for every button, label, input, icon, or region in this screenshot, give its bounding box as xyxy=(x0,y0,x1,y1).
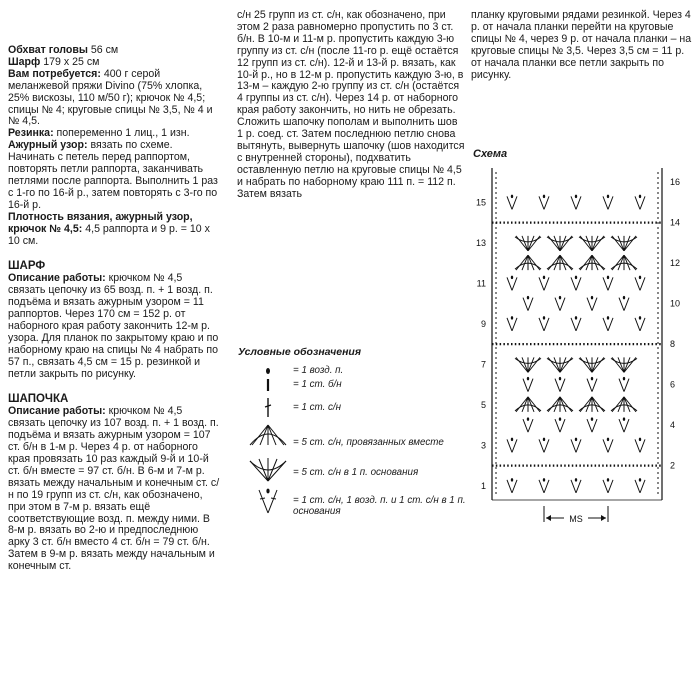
cluster-mark xyxy=(528,255,534,270)
v-stitch-mark xyxy=(640,318,645,331)
shell-mark xyxy=(618,236,624,251)
v-stitch-mark xyxy=(555,298,560,311)
scarf-heading: ШАРФ xyxy=(8,260,46,273)
cluster-mark xyxy=(624,397,630,412)
v-stitch-mark xyxy=(640,480,645,493)
v-stitch-mark xyxy=(635,439,640,452)
cluster-mark xyxy=(624,255,636,270)
measurement-value: 179 х 25 см xyxy=(43,55,100,68)
v-stitch-mark xyxy=(576,196,581,209)
legend-text: = 5 ст. с/н в 1 п. основания xyxy=(293,466,419,478)
cluster-mark xyxy=(554,397,560,412)
cluster-mark xyxy=(612,397,624,412)
row-number-left: 1 xyxy=(480,480,486,491)
chain-mark xyxy=(639,438,641,442)
lace-pattern xyxy=(8,140,220,211)
v-stitch-mark xyxy=(555,419,560,432)
hat-heading: ШАПОЧКА xyxy=(8,393,69,406)
cluster-mark xyxy=(560,255,566,270)
chain-mark xyxy=(511,438,513,442)
double-crochet-icon xyxy=(238,397,298,421)
cluster-mark xyxy=(528,397,540,412)
v-stitch-mark xyxy=(603,196,608,209)
cluster-mark xyxy=(618,255,624,270)
row-number-left: 11 xyxy=(476,278,486,289)
shell-mark xyxy=(580,357,592,372)
hat-desc-text: крючком № 4,5 связать цепочку из 107 возд. п. + 1 возд. п. подъёма и вязать ажурным узором = 107 ст. б/н в 1-м р. Через 4 р. от наборного края провязать 10 раз каждый 9-й и 10-й ст. б/н вместе = 97 ст. б/н. В 6-м и 7-м р. вязать между начальным и конечным ст. с/н по 19 групп из ст. с/н, как обозначено, при этом в 7-м р. вязать ещё соответствующие возд. п. между ними. В 8-м р. вязать во 2-ю и предпоследнюю арку 3 ст. б/н вместо 4 ст. б/н = 79 ст. б/н. Затем в 9-м р. вязать между начальным и конечным ст. xyxy=(8,405,220,573)
chain-mark xyxy=(543,316,545,320)
shell-mark xyxy=(612,236,624,251)
cluster-mark xyxy=(612,255,624,270)
legend-item-shell xyxy=(238,455,470,485)
v-stitch-mark xyxy=(544,480,549,493)
shell-mark xyxy=(516,357,528,372)
repeat-label: MS xyxy=(569,514,583,524)
v-stitch-mark xyxy=(635,318,640,331)
v-stitch-mark xyxy=(571,439,576,452)
row-number-right: 10 xyxy=(670,298,681,309)
v-stitch-mark xyxy=(539,196,544,209)
diagram-title: Схема xyxy=(473,148,508,160)
v-stitch-mark xyxy=(603,480,608,493)
gauge-label: Плотность вязания, ажурный узор, крючок № 4,5: xyxy=(8,210,193,235)
row-number-left: 15 xyxy=(475,197,486,208)
chain-mark xyxy=(527,377,529,381)
materials-text: 400 г серой меланжевой пряжи Divino (75% хлопка, 25% вискозы, 110 м/50 г); крючок № 4,5; спицы № 4; круговые спицы № 3,5, № 4 и № 4,5. xyxy=(8,67,213,128)
cluster-mark xyxy=(560,255,572,270)
shell-mark xyxy=(522,357,528,372)
v-stitch-mark xyxy=(507,480,512,493)
cluster-mark xyxy=(592,397,604,412)
chain-mark xyxy=(623,417,625,421)
v-stitch-mark xyxy=(608,480,613,493)
shell-mark xyxy=(528,236,540,251)
cluster-mark xyxy=(580,255,592,270)
v-stitch-mark xyxy=(619,419,624,432)
shell-mark xyxy=(548,357,560,372)
row-number-left: 5 xyxy=(480,399,486,410)
hat-description-continued: с/н 25 групп из ст. с/н, как обозначено, при этом 2 раза равномерно пропустить по 3 ст. б/н. В 10-м и 11-м р. пропустить каждую 3-ю группу из ст. с/н (после 11-го р. ещё остаётся 12 групп из ст. с/н). 12-й и 13-й р. вязать, как 10-й р., но в 12-м р. пропустить каждую 3-ю, в 13-м – каждую 2-ю группу из ст. с/н (остаётся 4 группы из ст. с/н). Через 14 р. от наборного края работу закончить, но нить не обрезать. Сложить шапочку пополам и выполнить шов 1 р. соед. ст. Затем последнюю петлю снова вытянуть, вывернуть шапочку (шов находится с внутренней стороны), подхватить оставленную петлю на круговые спицы № 4,5 и набрать по наборному краю 111 п. = 112 п. Затем вязать xyxy=(237,9,465,200)
chain-mark xyxy=(639,316,641,320)
cluster-mark xyxy=(522,255,528,270)
v-stitch-mark xyxy=(571,196,576,209)
cluster-mark xyxy=(592,255,604,270)
v-stitch-mark xyxy=(640,196,645,209)
shell-mark xyxy=(554,236,560,251)
hat-desc-label: Описание работы: xyxy=(8,405,106,418)
shell-mark xyxy=(528,357,534,372)
text-column-2 xyxy=(237,10,465,201)
row-number-right: 4 xyxy=(670,420,676,431)
v-stitch-mark xyxy=(608,439,613,452)
v-stitch-mark xyxy=(603,277,608,290)
v-stitch-mark xyxy=(576,480,581,493)
lace-text: вязать по схеме. Начинать с петель перед раппортом, повторять петли раппорта, заканчивать петлями после раппорта. Выполнить 1 раз с 1-го по 16-й р., затем повторять с 3-го по 16-й р. xyxy=(8,139,218,211)
shell-mark xyxy=(580,236,592,251)
chain-mark xyxy=(559,377,561,381)
v-stitch-mark xyxy=(507,439,512,452)
chain-mark xyxy=(511,195,513,199)
chain-mark xyxy=(607,195,609,199)
rib-label: Резинка: xyxy=(8,127,54,140)
cluster-mark xyxy=(516,255,528,270)
row-number-right: 12 xyxy=(670,258,681,269)
chain-mark xyxy=(575,478,577,482)
cluster-mark xyxy=(618,397,624,412)
cluster-mark xyxy=(624,255,630,270)
shell-mark xyxy=(548,236,560,251)
repeat-arrow-head xyxy=(601,515,606,521)
v-stitch-mark xyxy=(544,318,549,331)
v-stitch-mark xyxy=(544,196,549,209)
chain-mark xyxy=(607,438,609,442)
v-stitch-mark xyxy=(507,318,512,331)
row-number-left: 3 xyxy=(480,440,486,451)
v-stitch-mark xyxy=(603,318,608,331)
v-stitch-mark xyxy=(560,298,565,311)
v-stitch-mark xyxy=(528,298,533,311)
v-stitch-mark xyxy=(539,439,544,452)
shell-mark xyxy=(592,357,604,372)
v-stitch-mark xyxy=(544,277,549,290)
v-stitch-mark xyxy=(635,480,640,493)
cluster-mark xyxy=(554,255,560,270)
v-stitch-mark xyxy=(512,439,517,452)
v-stitch-mark xyxy=(592,419,597,432)
v-stitch-mark xyxy=(507,277,512,290)
chain-mark xyxy=(559,296,561,300)
cluster-mark xyxy=(586,255,592,270)
legend-text: = 1 ст. с/н xyxy=(293,401,342,413)
shell-mark xyxy=(624,357,630,372)
cluster-mark xyxy=(586,397,592,412)
v-stitch-mark xyxy=(539,277,544,290)
v-stitch-mark xyxy=(587,419,592,432)
v-stitch-mark xyxy=(523,379,528,392)
shell-mark xyxy=(560,357,566,372)
row-number-right: 14 xyxy=(670,217,681,228)
legend-item-dc xyxy=(238,397,470,419)
legend-item-vstitch xyxy=(238,487,470,521)
v-stitch-mark xyxy=(608,318,613,331)
v-stitch-mark xyxy=(576,318,581,331)
cluster-mark xyxy=(592,397,598,412)
v-stitch-mark xyxy=(619,379,624,392)
chain-mark xyxy=(527,417,529,421)
shell-mark xyxy=(528,357,540,372)
chain-mark xyxy=(511,316,513,320)
legend-text: = 1 возд. п. xyxy=(293,364,344,376)
cluster-5dc-icon xyxy=(238,423,298,453)
shell-mark xyxy=(618,357,624,372)
v-stitch-mark xyxy=(539,480,544,493)
v-stitch-mark xyxy=(523,298,528,311)
repeat-arrow-head xyxy=(546,515,551,521)
v-stitch-mark xyxy=(592,379,597,392)
shell-mark xyxy=(560,236,572,251)
hat-description xyxy=(8,406,220,573)
v-stitch-mark xyxy=(587,379,592,392)
shell-5dc-icon xyxy=(238,455,298,485)
v-stitch-mark xyxy=(507,196,512,209)
shell-mark xyxy=(592,236,598,251)
v-stitch-mark xyxy=(608,196,613,209)
chain-mark xyxy=(607,316,609,320)
v-stitch-mark xyxy=(528,419,533,432)
chain-mark xyxy=(639,276,641,280)
cluster-mark xyxy=(560,397,566,412)
shell-mark xyxy=(624,236,636,251)
legend-text: = 1 ст. б/н xyxy=(293,378,342,390)
v-stitch-mark xyxy=(539,318,544,331)
row-number-right: 2 xyxy=(670,460,676,471)
cluster-mark xyxy=(580,397,592,412)
shell-mark xyxy=(560,236,566,251)
cluster-mark xyxy=(528,397,534,412)
cluster-mark xyxy=(548,255,560,270)
legend-item-sc xyxy=(238,377,470,399)
row-number-right: 16 xyxy=(670,177,681,188)
legend-title: Условные обозначения xyxy=(238,346,362,358)
v-stitch-mark xyxy=(560,379,565,392)
chain-mark xyxy=(591,417,593,421)
cluster-mark xyxy=(528,255,540,270)
shell-mark xyxy=(516,236,528,251)
v-stitch-mark xyxy=(603,439,608,452)
chain-mark xyxy=(543,195,545,199)
v-stitch-mark xyxy=(640,277,645,290)
chain-mark xyxy=(527,296,529,300)
chain-mark xyxy=(591,377,593,381)
v-stitch-mark xyxy=(523,419,528,432)
gauge xyxy=(8,212,220,248)
v-stitch-mark xyxy=(587,298,592,311)
chain-mark xyxy=(559,417,561,421)
scarf-desc-text: крючком № 4,5 связать цепочку из 65 возд. п. + 1 возд. п. подъёма и вязать ажурным узором = 11 раппортов. Через 170 см = 152 р. от наборного края работу закончить 12-м р. узора. Для планок по закрытому краю и по наборному краю на спицы № 4 набрать по 57 п., связать 4,5 см = 15 р. резинкой и петли закрыть по рисунку. xyxy=(8,272,219,380)
chain-mark xyxy=(639,478,641,482)
chain-mark xyxy=(575,195,577,199)
v-stitch-mark xyxy=(592,298,597,311)
lace-label: Ажурный узор: xyxy=(8,139,88,152)
v-stitch-mark xyxy=(512,277,517,290)
v-stitch-icon xyxy=(238,487,298,517)
chain-mark xyxy=(511,478,513,482)
v-stitch-mark xyxy=(624,298,629,311)
chain-mark xyxy=(639,195,641,199)
v-stitch-mark xyxy=(624,419,629,432)
shell-mark xyxy=(624,236,630,251)
row-number-left: 7 xyxy=(480,359,486,370)
chain-mark xyxy=(511,276,513,280)
row-number-left: 9 xyxy=(480,318,486,329)
scarf-description xyxy=(8,273,220,380)
shell-mark xyxy=(592,357,598,372)
v-stitch-mark xyxy=(544,439,549,452)
chain-mark xyxy=(607,276,609,280)
text-column-1 xyxy=(8,45,220,573)
v-stitch-mark xyxy=(571,480,576,493)
chain-mark xyxy=(575,438,577,442)
text-column-3 xyxy=(471,10,693,81)
gauge-text: 4,5 раппорта и 9 р. = 10 х 10 см. xyxy=(8,222,210,247)
cluster-mark xyxy=(560,397,572,412)
measurement-label: Шарф xyxy=(8,55,41,68)
v-stitch-mark xyxy=(571,318,576,331)
cluster-mark xyxy=(548,397,560,412)
measurement-value: 56 см xyxy=(90,44,119,56)
shell-mark xyxy=(560,357,572,372)
legend-item-cluster xyxy=(238,423,470,453)
chain-mark xyxy=(575,316,577,320)
v-stitch-mark xyxy=(560,419,565,432)
v-stitch-mark xyxy=(512,318,517,331)
shell-mark xyxy=(586,357,592,372)
legend-text: = 5 ст. с/н, провязанных вместе xyxy=(293,436,444,448)
chain-mark xyxy=(623,296,625,300)
chain-mark xyxy=(543,438,545,442)
chain-mark xyxy=(591,296,593,300)
scarf-desc-label: Описание работы: xyxy=(8,272,106,285)
cluster-mark xyxy=(624,397,636,412)
v-stitch-mark xyxy=(576,277,581,290)
chart-labels xyxy=(476,177,680,524)
chain-mark xyxy=(543,478,545,482)
shell-mark xyxy=(586,236,592,251)
shell-mark xyxy=(554,357,560,372)
rib-text: попеременно 1 лиц., 1 изн. xyxy=(56,127,190,140)
cluster-mark xyxy=(522,397,528,412)
chain-mark xyxy=(575,276,577,280)
legend-text: = 1 ст. с/н, 1 возд. п. и 1 ст. с/н в 1 п. основания xyxy=(293,494,466,517)
band-description: планку круговыми рядами резинкой. Через 4 р. от начала планки перейти на круговые спицы № 4, через 9 р. от начала планки – на круговые спицы № 3,5. Через 3,5 см = 11 р. от начала планки все петли закрыть по рисунку. xyxy=(471,9,692,81)
row-number-left: 13 xyxy=(475,237,486,248)
shell-mark xyxy=(522,236,528,251)
crochet-chart xyxy=(470,160,695,530)
v-stitch-mark xyxy=(576,439,581,452)
v-stitch-mark xyxy=(571,277,576,290)
v-stitch-mark xyxy=(528,379,533,392)
v-stitch-mark xyxy=(640,439,645,452)
legend xyxy=(238,347,470,543)
shell-mark xyxy=(592,236,604,251)
chain-mark xyxy=(623,377,625,381)
row-number-right: 6 xyxy=(670,379,676,390)
chain-mark xyxy=(543,276,545,280)
v-stitch-mark xyxy=(635,277,640,290)
v-stitch-mark xyxy=(512,196,517,209)
v-stitch-mark xyxy=(619,298,624,311)
v-stitch-mark xyxy=(624,379,629,392)
cluster-mark xyxy=(516,397,528,412)
chain-mark xyxy=(607,478,609,482)
shell-mark xyxy=(528,236,534,251)
v-stitch-mark xyxy=(608,277,613,290)
row-number-right: 8 xyxy=(670,339,676,350)
materials xyxy=(8,69,220,129)
materials-label: Вам потребуется: xyxy=(8,67,101,80)
shell-mark xyxy=(612,357,624,372)
v-stitch-mark xyxy=(635,196,640,209)
measurement-label: Обхват головы xyxy=(8,44,88,56)
v-stitch-mark xyxy=(555,379,560,392)
shell-mark xyxy=(624,357,636,372)
cluster-mark xyxy=(592,255,598,270)
v-stitch-mark xyxy=(512,480,517,493)
